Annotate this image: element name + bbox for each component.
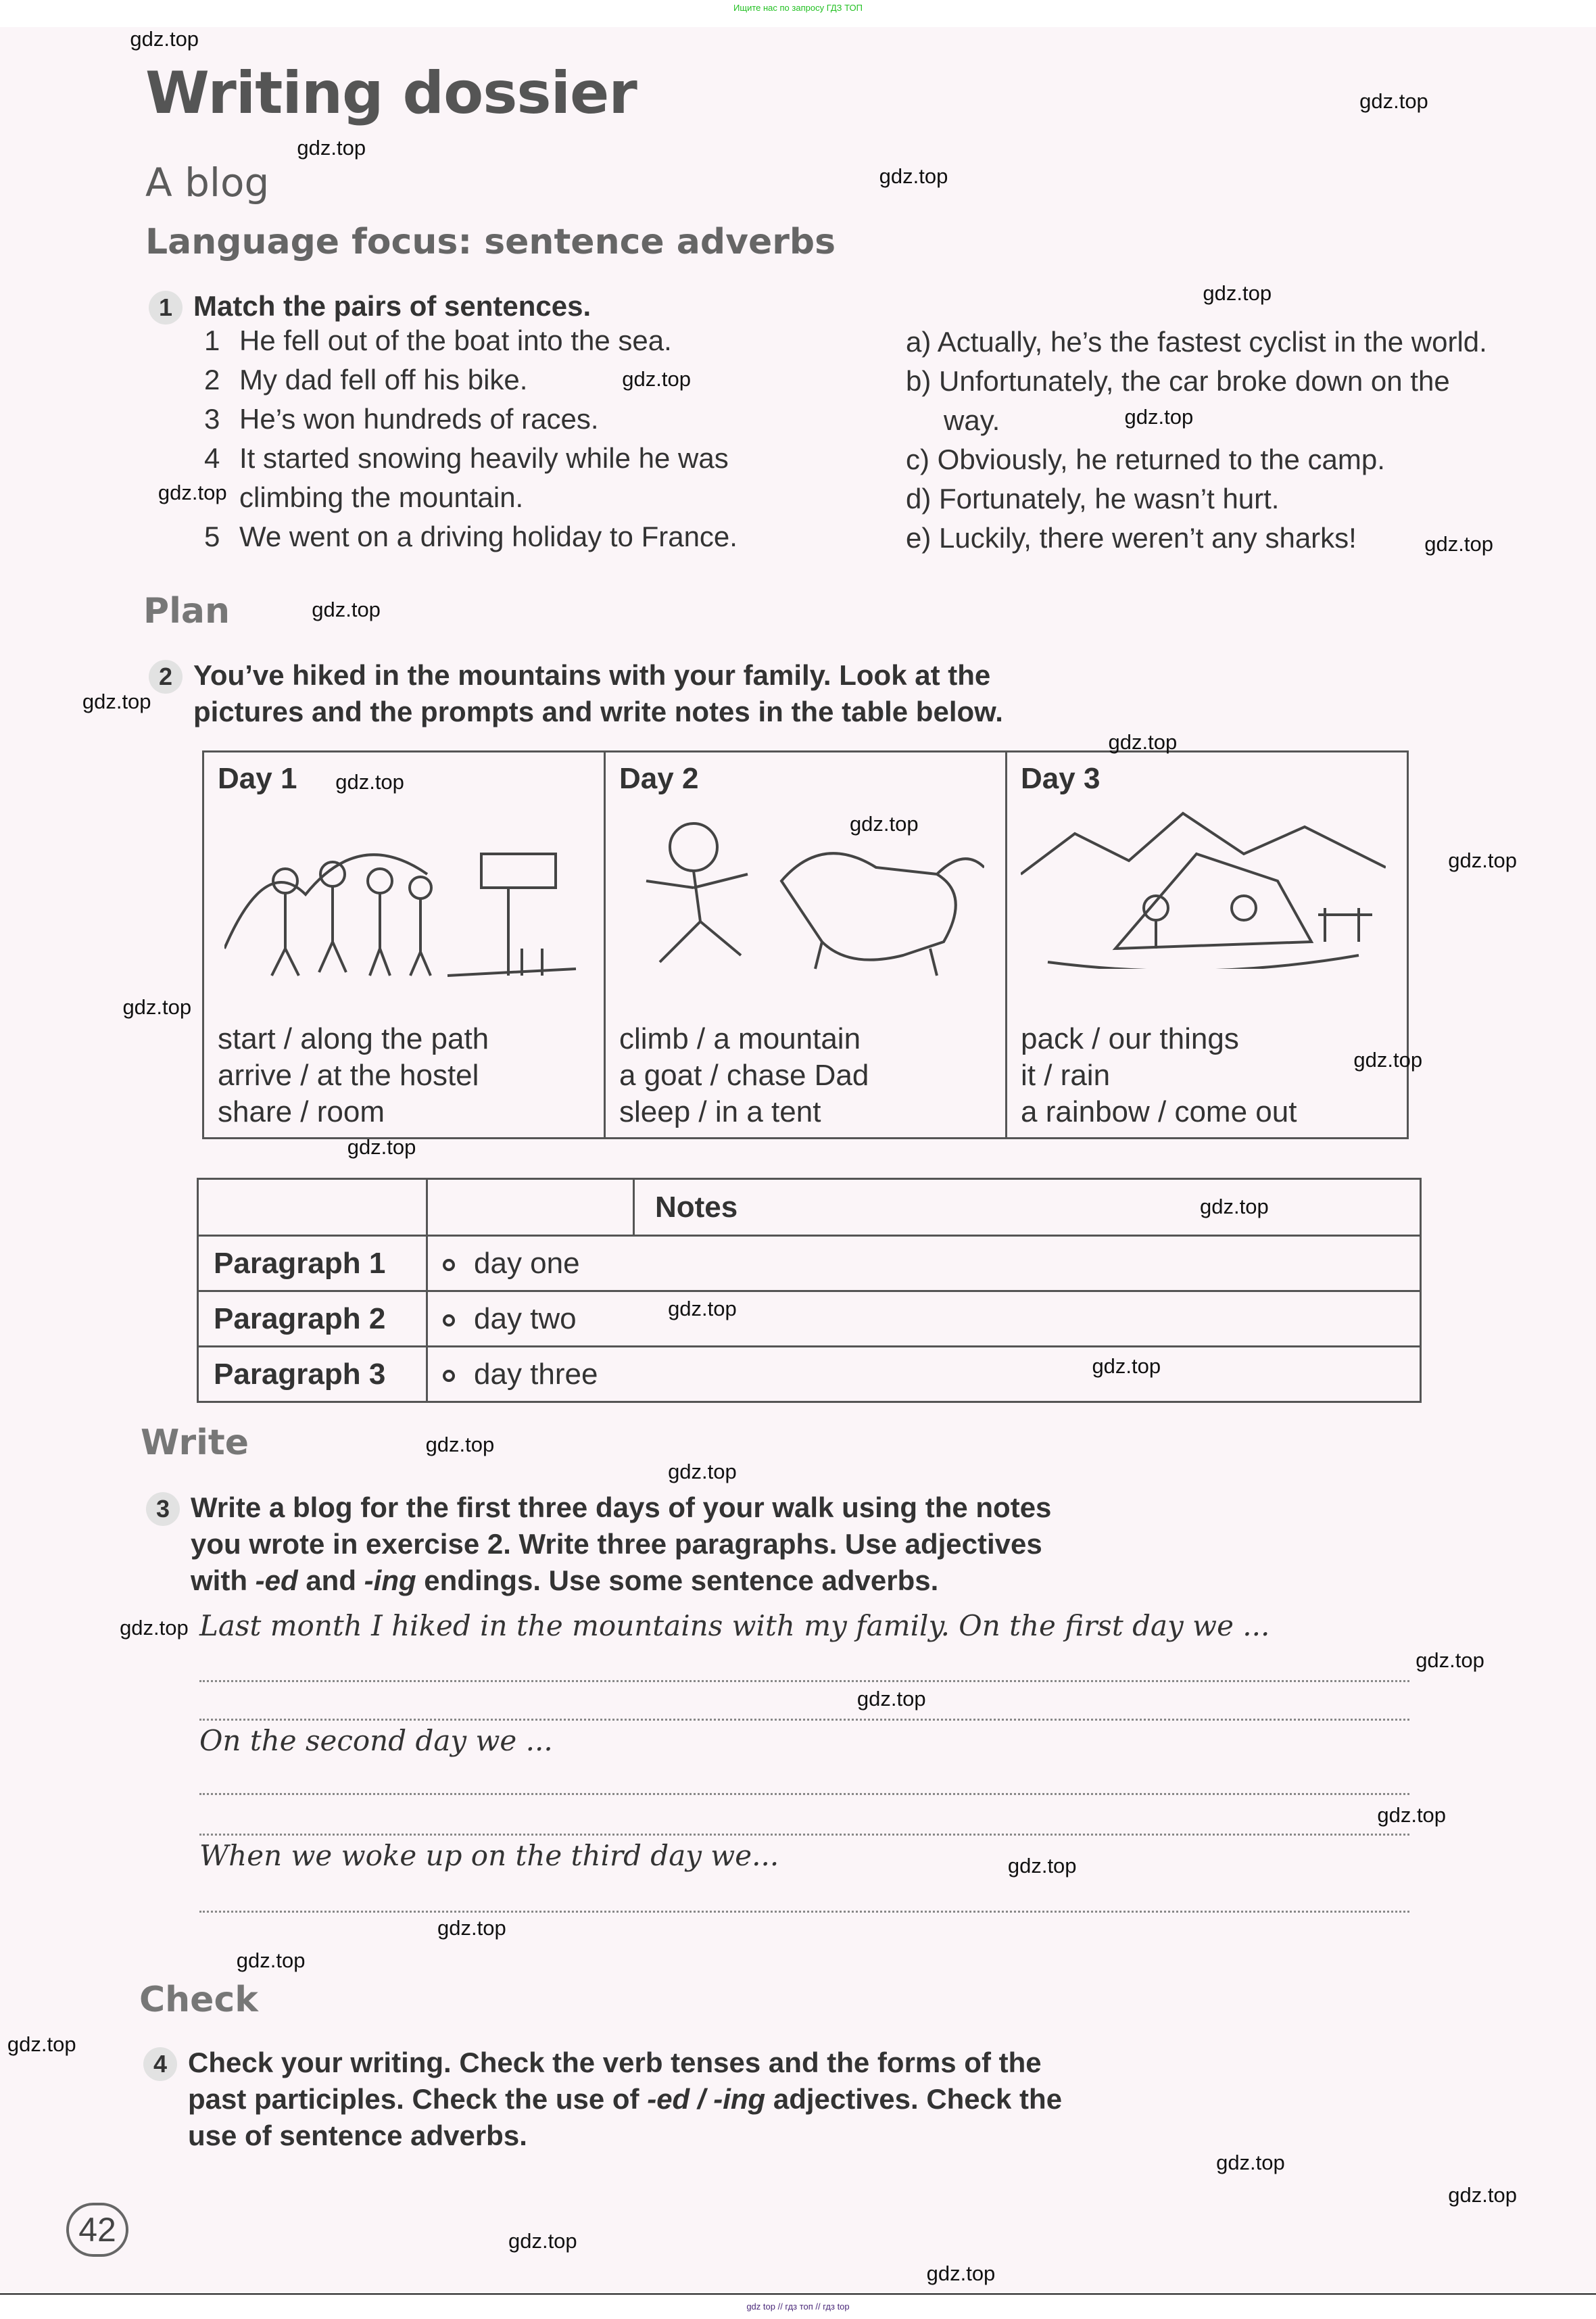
- day-label: Day 3: [1021, 762, 1101, 795]
- day-3-prompts: pack / our things it / rain a rainbow / come out: [1021, 1022, 1297, 1128]
- exercise-number: 2: [149, 660, 183, 694]
- watermark: gdz.top: [1377, 1803, 1447, 1827]
- watermark: gdz.top: [1448, 2183, 1517, 2207]
- section-subtitle: A blog: [145, 160, 270, 206]
- adverb-sentence-continued: way.: [944, 404, 1000, 436]
- note-text[interactable]: day one: [474, 1246, 580, 1280]
- table-row: [198, 1347, 1421, 1402]
- goat-chase-illustration: [619, 807, 984, 982]
- day-2-prompts: climb / a mountain a goat / chase Dad sleep / in a tent: [619, 1022, 869, 1128]
- watermark: gdz.top: [297, 135, 366, 160]
- bullet-icon: [443, 1259, 455, 1271]
- day-1-prompts: start / along the path arrive / at the hostel share / room: [218, 1022, 489, 1128]
- watermark: gdz.top: [879, 164, 948, 189]
- watermark: gdz.top: [312, 597, 381, 621]
- watermark: gdz.top: [668, 1459, 737, 1483]
- adverb-sentence: b) Unfortunately, the car broke down on the: [906, 365, 1450, 397]
- sentence-item: climbing the mountain.: [239, 481, 524, 513]
- adverb-sentence: d) Fortunately, he wasn’t hurt.: [906, 483, 1280, 515]
- note-text[interactable]: day two: [474, 1301, 577, 1335]
- blog-starter-1[interactable]: Last month I hiked in the mountains with my family. On the first day we ...: [199, 1609, 1270, 1642]
- paragraph-label: Paragraph 2: [198, 1291, 427, 1347]
- blog-starter-3[interactable]: When we woke up on the third day we...: [199, 1839, 779, 1872]
- paragraph-label: Paragraph 1: [198, 1236, 427, 1291]
- writing-line[interactable]: [199, 1911, 1409, 1913]
- top-banner: Ищите нас по запросу ГДЗ ТОП: [733, 3, 863, 13]
- watermark: gdz.top: [508, 2228, 577, 2253]
- watermark: gdz.top: [437, 1915, 506, 1940]
- exercise-4-instruction: 4 Check your writing. Check the verb tenses and the forms of the past participles. Check the use of -ed / -ing adjectives. Check the use of sentence adverbs.: [143, 2045, 1062, 2154]
- watermark: gdz.top: [1007, 1853, 1077, 1878]
- watermark: gdz.top: [622, 366, 691, 391]
- write-heading: Write: [141, 1423, 249, 1463]
- check-heading: Check: [139, 1980, 258, 2020]
- sentence-item: 3 He’s won hundreds of races.: [204, 403, 599, 435]
- hikers-illustration: [224, 813, 589, 982]
- exercise-number: 4: [143, 2047, 177, 2081]
- paragraph-label: Paragraph 3: [198, 1347, 427, 1402]
- pictures-table: [202, 750, 1409, 1139]
- watermark: gdz.top: [158, 480, 227, 504]
- watermark: gdz.top: [1416, 1648, 1484, 1672]
- day-3-cell: [1007, 752, 1408, 1139]
- watermark: gdz.top: [82, 689, 151, 713]
- watermark: gdz.top: [120, 1615, 189, 1640]
- tent-illustration: [1021, 793, 1386, 969]
- writing-line[interactable]: [199, 1793, 1409, 1795]
- table-row: [198, 1236, 1421, 1291]
- watermark: gdz.top: [1108, 730, 1178, 755]
- footer-text: gdz top // гдз топ // гдз top: [746, 2301, 850, 2312]
- adverb-sentence: e) Luckily, there weren’t any sharks!: [906, 522, 1357, 554]
- adverb-sentence: c) Obviously, he returned to the camp.: [906, 444, 1385, 475]
- watermark: gdz.top: [236, 1948, 306, 1972]
- watermark: gdz.top: [1200, 1194, 1269, 1218]
- watermark: gdz.top: [347, 1134, 416, 1159]
- watermark: gdz.top: [668, 1296, 737, 1320]
- watermark: gdz.top: [130, 26, 199, 51]
- watermark: gdz.top: [1092, 1354, 1161, 1378]
- adverb-sentence: a) Actually, he’s the fastest cyclist in the world.: [906, 326, 1487, 358]
- language-focus-heading: Language focus: sentence adverbs: [145, 222, 836, 262]
- page-number: 42: [66, 2203, 128, 2257]
- page-title: Writing dossier: [145, 59, 637, 127]
- watermark: gdz.top: [1448, 848, 1517, 873]
- exercise-3-instruction: 3 Write a blog for the first three days of your walk using the notes you wrote in exercise 2. Write three paragraphs. Use adjectives with -ed and -ing endings. Use some sentence adverbs.: [146, 1489, 1051, 1599]
- writing-line[interactable]: [199, 1719, 1409, 1721]
- watermark: gdz.top: [856, 1686, 926, 1711]
- exercise-number: 3: [146, 1492, 180, 1526]
- sentence-item: 5 We went on a driving holiday to France.: [204, 521, 737, 552]
- watermark: gdz.top: [7, 2032, 76, 2057]
- watermark: gdz.top: [1124, 404, 1194, 429]
- watermark: gdz.top: [926, 2262, 996, 2286]
- day-1-cell: [203, 752, 605, 1139]
- blog-starter-2[interactable]: On the second day we ...: [199, 1724, 553, 1757]
- table-row: [198, 1291, 1421, 1347]
- watermark: gdz.top: [122, 995, 192, 1019]
- instruction-text: Match the pairs of sentences.: [193, 290, 591, 322]
- day-2-cell: [605, 752, 1007, 1139]
- sentence-item: 2 My dad fell off his bike.: [204, 364, 528, 396]
- watermark: gdz.top: [1203, 281, 1272, 305]
- watermark: gdz.top: [335, 770, 404, 794]
- exercise-1-instruction: [149, 288, 591, 325]
- writing-line[interactable]: [199, 1680, 1409, 1682]
- notes-header: Notes: [634, 1179, 1421, 1236]
- watermark: gdz.top: [1216, 2151, 1285, 2175]
- day-label: Day 2: [619, 762, 699, 795]
- day-label: Day 1: [218, 762, 297, 795]
- note-text[interactable]: day three: [474, 1357, 598, 1391]
- exercise-2-instruction: 2 You’ve hiked in the mountains with your family. Look at the pictures and the prompts and write notes in the table below.: [149, 657, 1003, 730]
- plan-heading: Plan: [143, 591, 231, 631]
- sentence-item: 1 He fell out of the boat into the sea.: [204, 325, 672, 356]
- watermark: gdz.top: [1353, 1048, 1423, 1072]
- exercise-1-left-column: [204, 321, 737, 556]
- exercise-1-right-column: [906, 322, 1487, 558]
- exercise-number: 1: [149, 291, 183, 325]
- footer-divider: [0, 2293, 1596, 2295]
- writing-line[interactable]: [199, 1834, 1409, 1836]
- watermark: gdz.top: [425, 1432, 495, 1456]
- watermark: gdz.top: [1424, 532, 1493, 556]
- bullet-icon: [443, 1314, 455, 1326]
- sentence-item: 4 It started snowing heavily while he was: [204, 442, 729, 474]
- watermark: gdz.top: [849, 811, 919, 836]
- watermark: gdz.top: [1359, 89, 1428, 113]
- bullet-icon: [443, 1370, 455, 1382]
